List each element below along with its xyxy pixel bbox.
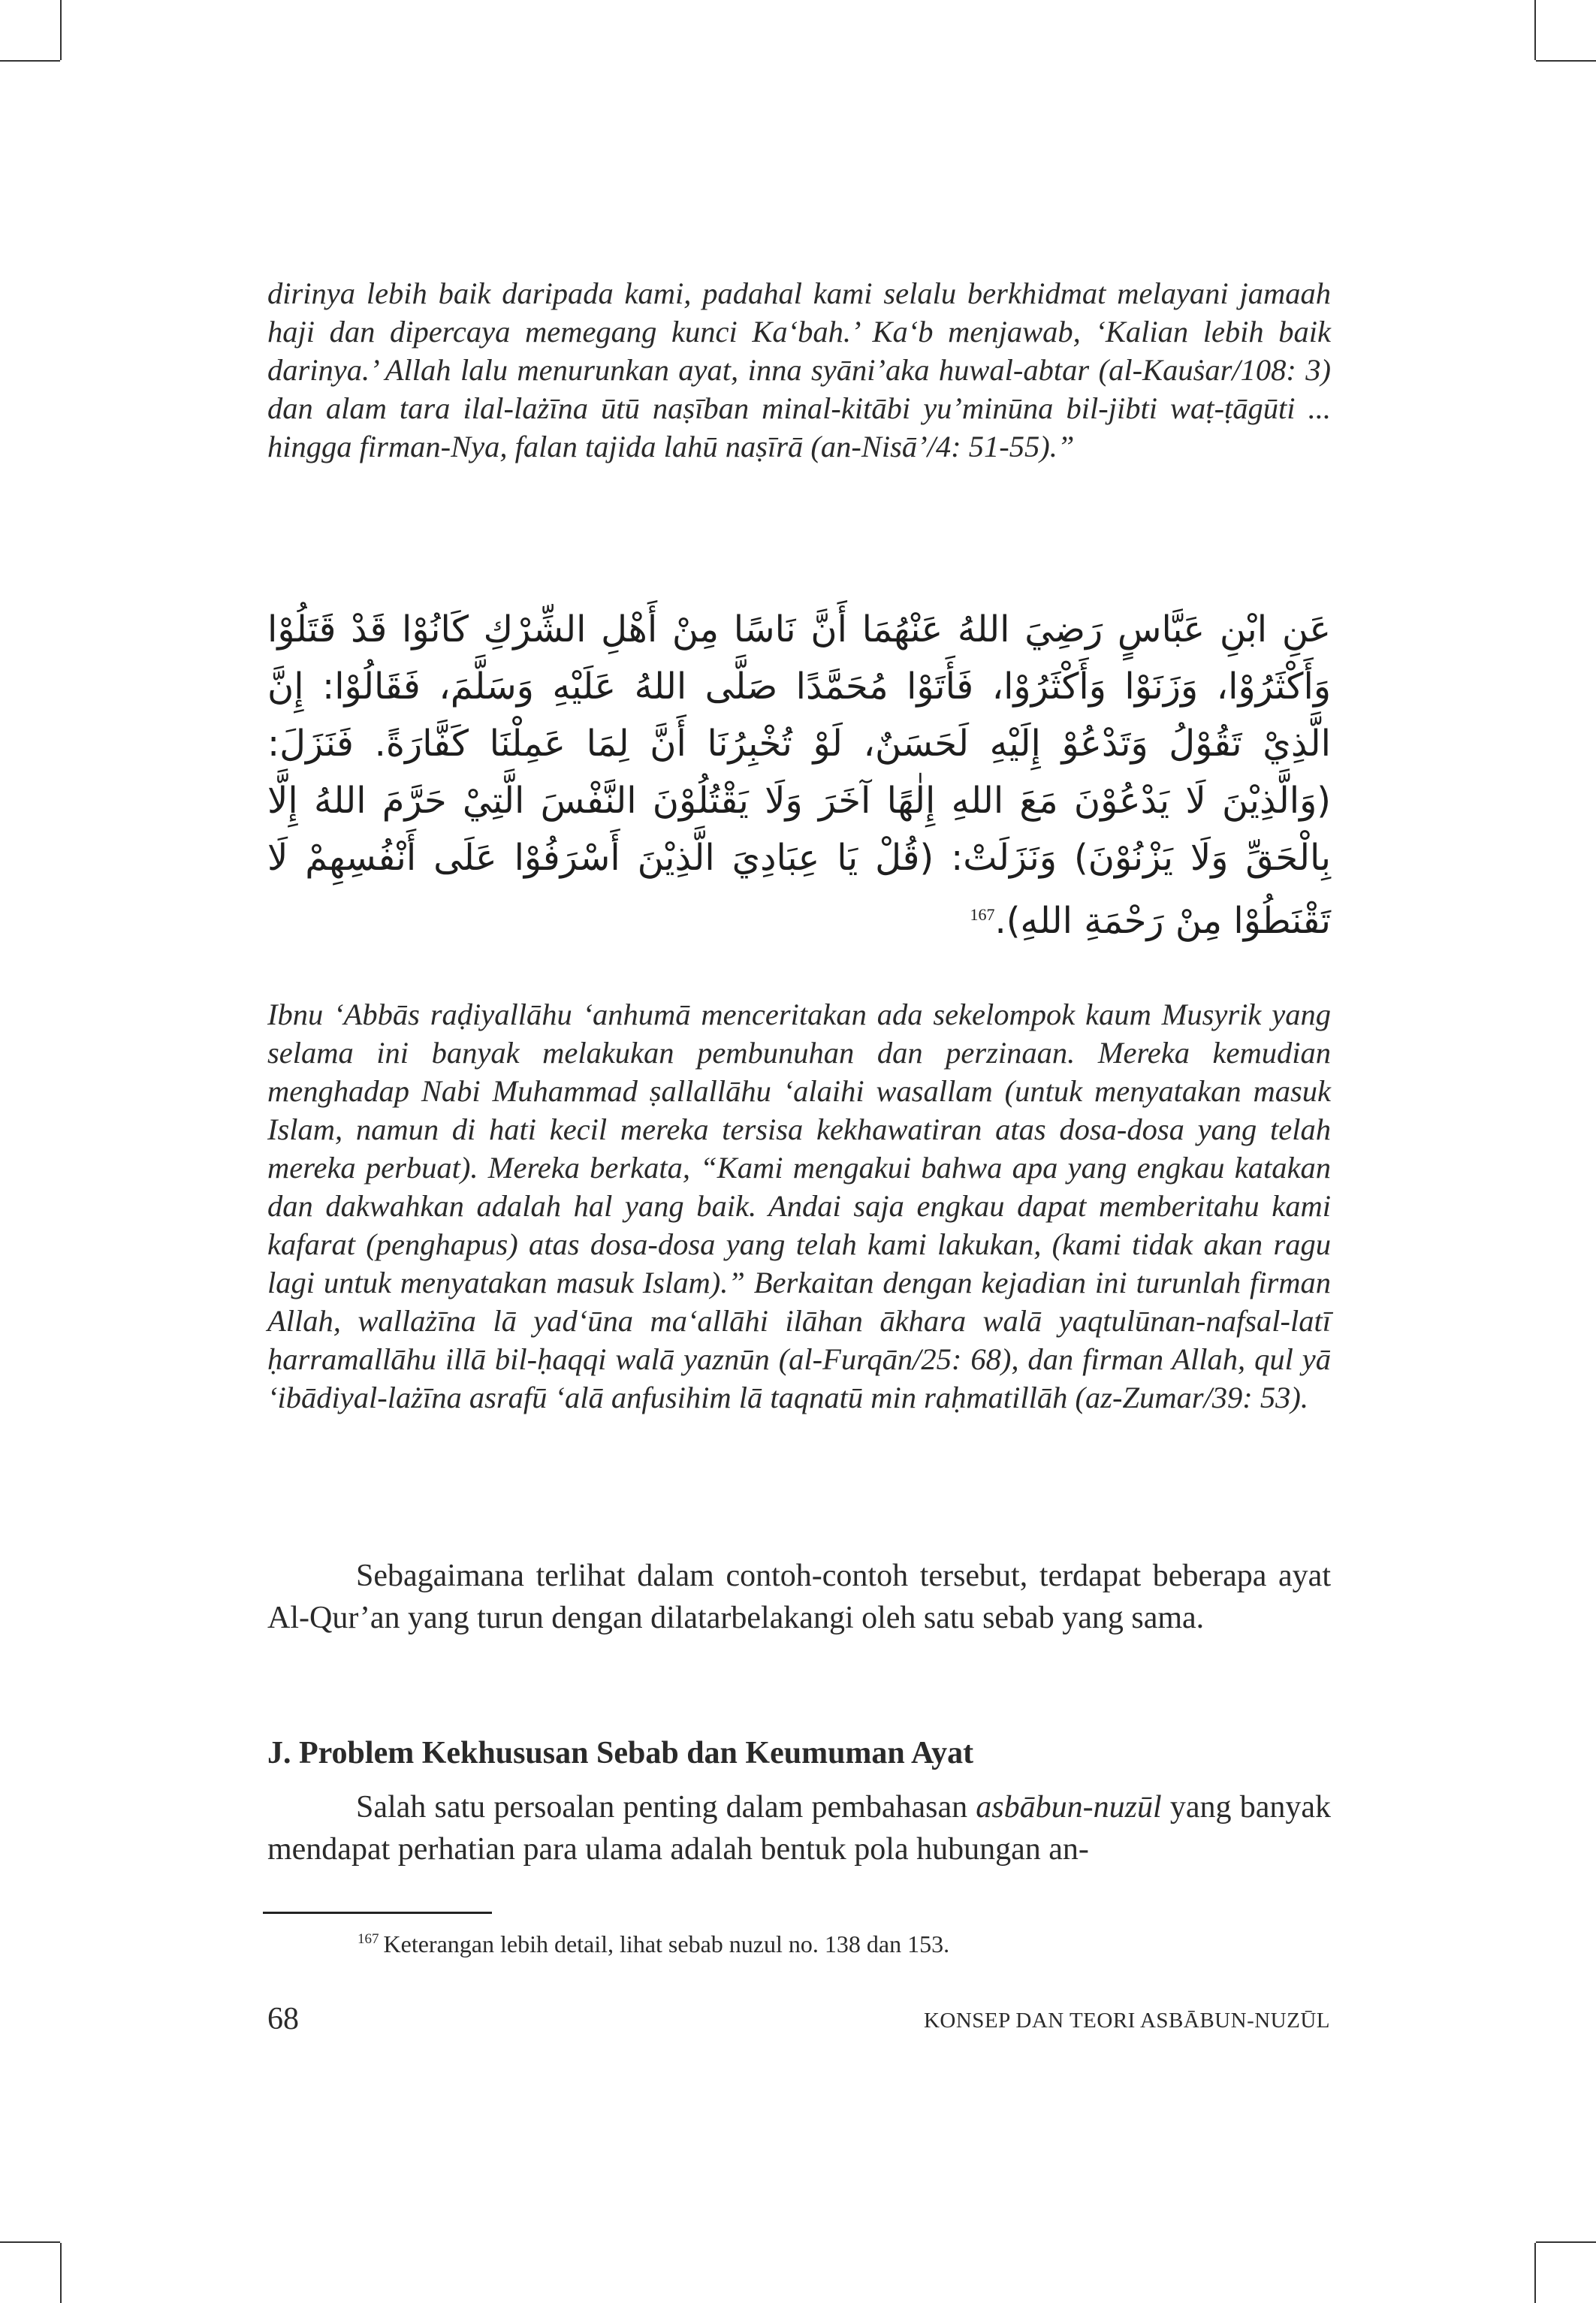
crop-mark [60,0,62,60]
footnote-divider [263,1912,492,1914]
section-heading: J. Problem Kekhususan Sebab dan Keumuman Ayat [267,1736,974,1770]
footnote [358,1924,949,1959]
italic-translation-paragraph: Ibnu ‘Abbās raḍiyallāhu ‘anhumā menceritakan ada sekelompok kaum Musyrik yang selama ini banyak melakukan pembunuhan dan perzinaan. Mereka kemudian menghadap Nabi Muhammad ṣallallāhu ‘alaihi wasallam (untuk menyatakan masuk Islam, namun di hati kecil mereka tersisa kekhawatiran atas dosa-dosa yang telah mereka perbuat). Mereka berkata, “Kami mengakui bahwa apa yang engkau katakan dan dakwahkan adalah hal yang baik. Andai saja engkau dapat memberitahu kami kafarat (penghapus) atas dosa-dosa yang telah kami lakukan, (kami tidak akan ragu lagi untuk menyatakan masuk Islam).” Berkaitan dengan kejadian ini turunlah firman Allah, wallażīna lā yad‘ūna ma‘allāhi ilāhan ākhara walā yaqtulūnan-nafsal-latī ḥarramallāhu illā bil-ḥaqqi walā yaznūn (al-Furqān/25: 68), dan firman Allah, qul yā ‘ibādiyal-lażīna asrafū ‘alā anfusihim lā taqnatū min raḥmatillāh (az-Zumar/39: 53). [267,998,1331,1414]
crop-mark [60,2243,62,2303]
body-paragraph: Sebagaimana terlihat dalam contoh-contoh tersebut, terdapat beberapa ayat Al-Qur’an yang turun dengan dilatarbelakangi oleh satu sebab yang sama. [267,1559,1331,1635]
body-paragraph [267,1786,1331,1870]
page-number: 68 [267,2002,299,2036]
footnote-text: Keterangan lebih detail, lihat sebab nuzul no. 138 dan 153. [383,1930,950,1957]
body-text: yang banyak mendapat perhatian para ulama adalah bentuk pola hubungan an- [267,1790,1331,1867]
arabic-hadith-text [267,601,1331,949]
crop-mark [1534,2243,1536,2303]
running-head: KONSEP DAN TEORI ASBĀBUN-NUZŪL [923,2009,1330,2033]
crop-mark [1536,60,1596,62]
italic-paragraph-continuation: dirinya lebih baik daripada kami, padahal kami selalu berkhidmat melayani jamaah haji dan dipercaya memegang kunci Ka‘bah.’ Ka‘b menjawab, ‘Kalian lebih baik darinya.’ Allah lalu menurunkan ayat, inna syāni’aka huwal-abtar (al-Kauṡar/108: 3) dan alam tara ilal-lażīna ūtū naṣīban minal-kitābi yu’minūna bil-jibti waṭ-ṭāgūti ... hingga firman-Nya, falan tajida lahū naṣīrā (an-Nisā’/4: 51-55).” [267,276,1331,463]
footnote-reference: 167 [970,905,995,924]
term-emphasis: asbābun-nuzūl [976,1790,1162,1825]
arabic-text: عَنِ ابْنِ عَبَّاسٍ رَضِيَ اللهُ عَنْهُمَا أَنَّ نَاسًا مِنْ أَهْلِ الشِّرْكِ كَانُوْا قَدْ قَتَلُوْا وَأَكْثَرُوْا، وَزَنَوْا وَأَكْثَرُوْا، فَأَتَوْا مُحَمَّدًا صَلَّى اللهُ عَلَيْهِ وَسَلَّمَ، فَقَالُوْا: إِنَّ الَّذِيْ تَقُوْلُ وَتَدْعُوْ إِلَيْهِ لَحَسَنٌ، لَوْ تُخْبِرُنَا أَنَّ لِمَا عَمِلْنَا كَفَّارَةً. فَنَزَلَ: (وَالَّذِيْنَ لَا يَدْعُوْنَ مَعَ اللهِ إِلٰهًا آخَرَ وَلَا يَقْتُلُوْنَ النَّفْسَ الَّتِيْ حَرَّمَ اللهُ إِلَّا بِالْحَقِّ وَلَا يَزْنُوْنَ) وَنَزَلَتْ: (قُلْ يَا عِبَادِيَ الَّذِيْنَ أَسْرَفُوْا عَلَى أَنْفُسِهِمْ لَا تَقْنَطُوْا مِنْ رَحْمَةِ اللهِ). [267,608,1331,942]
crop-mark [1536,2241,1596,2243]
crop-mark [0,60,60,62]
body-text: Salah satu persoalan penting dalam pembahasan [356,1790,976,1825]
crop-mark [1534,0,1536,60]
crop-mark [0,2241,60,2243]
footnote-number: 167 [358,1931,379,1947]
